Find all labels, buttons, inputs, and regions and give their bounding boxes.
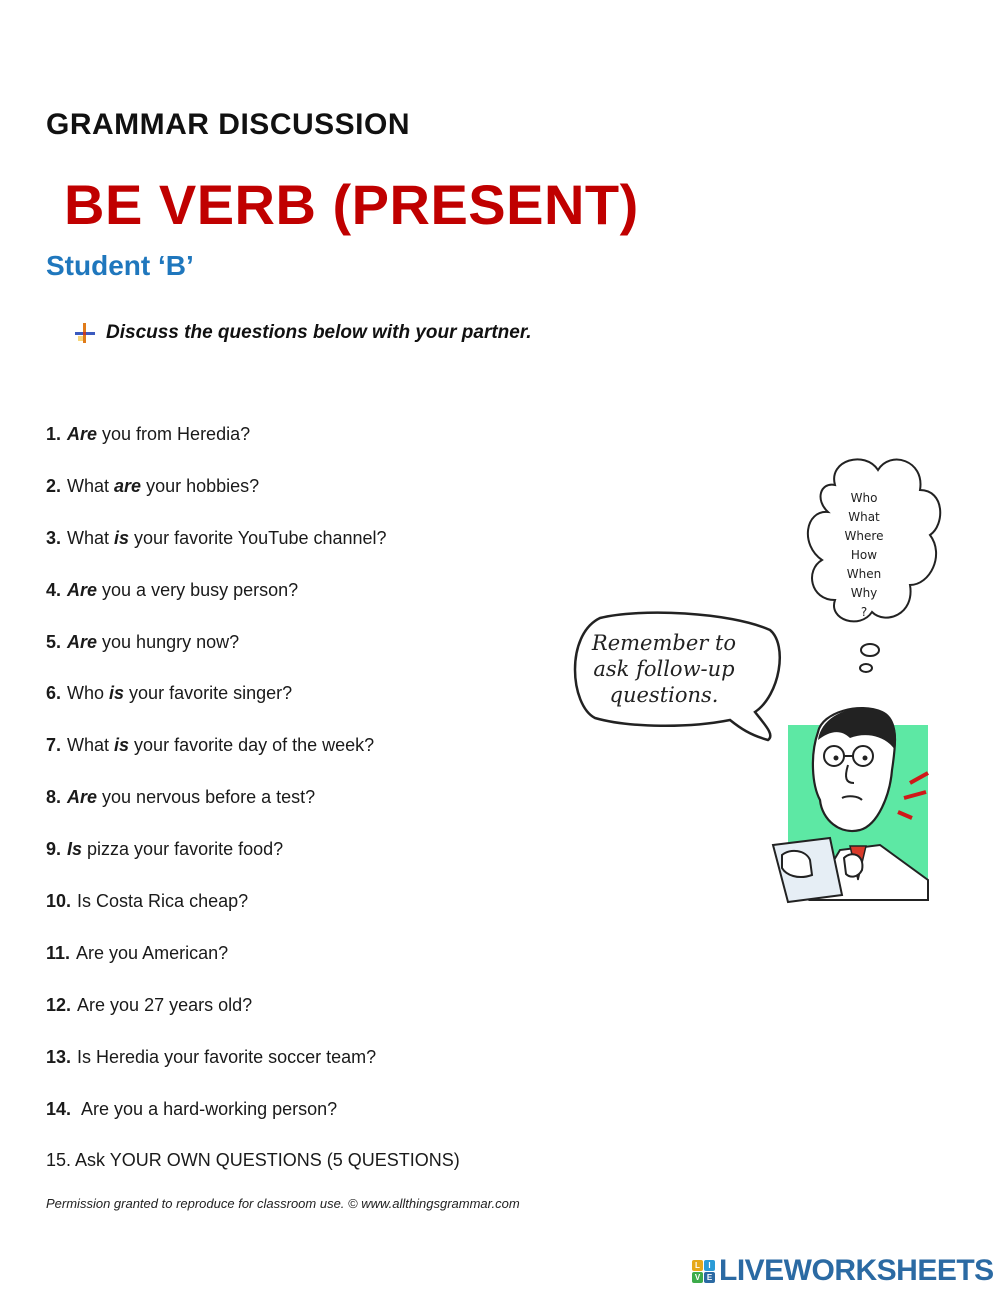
student-label: Student ‘B’ (46, 250, 194, 281)
thought-word: Who (850, 491, 878, 505)
thought-word: What (848, 510, 880, 524)
question-item (46, 424, 566, 476)
instruction-line (74, 322, 531, 344)
question-number: 12. (46, 994, 72, 1015)
worksheet-title: BE VERB (PRESENT) (64, 173, 639, 236)
permission-note: Permission granted to reproduce for classroom use. © www.allthingsgrammar.com (46, 1196, 520, 1211)
be-verb: Is (67, 839, 83, 860)
logo-letter: V (692, 1272, 703, 1283)
question-list (46, 424, 566, 1202)
question-number: 3. (46, 527, 62, 548)
question-text: Is Heredia your favorite soccer team? (77, 1046, 377, 1067)
be-verb: Are (67, 787, 98, 808)
question-item (46, 1047, 566, 1099)
question-item (46, 528, 566, 580)
thought-word: How (850, 548, 878, 562)
question-item (46, 735, 566, 787)
thought-word: ? (860, 605, 868, 619)
question-text: Are you a hard-working person? (77, 1098, 338, 1119)
cross-bullet-icon (74, 322, 96, 344)
be-verb: Are (67, 631, 98, 652)
thought-word: When (846, 567, 882, 581)
be-verb: Are (67, 579, 98, 600)
question-text: 15. Ask YOUR OWN QUESTIONS (5 QUESTIONS) (46, 1150, 460, 1171)
speech-line: questions. (609, 683, 719, 707)
be-verb: Are (67, 424, 98, 444)
question-item (46, 891, 566, 943)
question-item (46, 632, 566, 684)
question-text: you nervous before a test? (102, 787, 316, 808)
be-verb: is (109, 683, 125, 704)
instruction-text: Discuss the questions below with your partner. (106, 322, 532, 343)
question-item (46, 1150, 566, 1202)
question-text: Are you American? (76, 942, 229, 963)
question-item (46, 580, 566, 632)
question-number: 8. (46, 787, 62, 808)
question-text: your hobbies? (146, 475, 260, 496)
teacher-illustration (560, 450, 980, 920)
speech-line: ask follow-up (593, 657, 735, 681)
be-verb: are (114, 475, 142, 496)
question-number: 2. (46, 475, 62, 496)
question-item (46, 839, 566, 891)
question-text: Are you 27 years old? (77, 994, 253, 1015)
logo-letter: I (704, 1260, 715, 1271)
question-text: you hungry now? (102, 631, 240, 652)
be-verb: is (114, 527, 130, 548)
question-text: your favorite day of the week? (134, 735, 375, 756)
question-text: you a very busy person? (102, 579, 299, 600)
teacher-figure (773, 708, 928, 902)
question-text: Is Costa Rica cheap? (77, 891, 249, 912)
question-text: your favorite YouTube channel? (134, 527, 387, 548)
question-text: your favorite singer? (129, 683, 293, 704)
question-item (46, 995, 566, 1047)
liveworksheets-grid-icon (692, 1260, 715, 1283)
speech-line: Remember to (591, 631, 737, 655)
question-text: you from Heredia? (102, 424, 251, 444)
question-number: 14. (46, 1098, 72, 1119)
thought-word: Where (844, 529, 884, 543)
liveworksheets-logo[interactable] (692, 1254, 994, 1288)
question-lead: What (67, 475, 115, 496)
question-number: 11. (46, 942, 71, 963)
question-number: 10. (46, 891, 72, 912)
question-text: pizza your favorite food? (87, 839, 284, 860)
question-lead: What (67, 527, 115, 548)
thought-word: Why (850, 586, 878, 600)
be-verb: is (114, 735, 130, 756)
question-number: 4. (46, 579, 62, 600)
question-item (46, 476, 566, 528)
question-number: 1. (46, 424, 62, 444)
question-lead: What (67, 735, 115, 756)
question-item (46, 1099, 566, 1151)
question-lead: Who (67, 683, 110, 704)
question-number: 6. (46, 683, 62, 704)
logo-letter: E (704, 1272, 715, 1283)
worksheet-category: GRAMMAR DISCUSSION (46, 108, 411, 141)
question-item (46, 787, 566, 839)
brand-name: LIVEWORKSHEETS (719, 1254, 994, 1287)
question-number: 5. (46, 631, 62, 652)
question-number: 7. (46, 735, 62, 756)
logo-letter: L (692, 1260, 703, 1271)
question-number: 13. (46, 1046, 72, 1067)
question-item (46, 683, 566, 735)
question-number: 9. (46, 839, 62, 860)
question-item (46, 943, 566, 995)
